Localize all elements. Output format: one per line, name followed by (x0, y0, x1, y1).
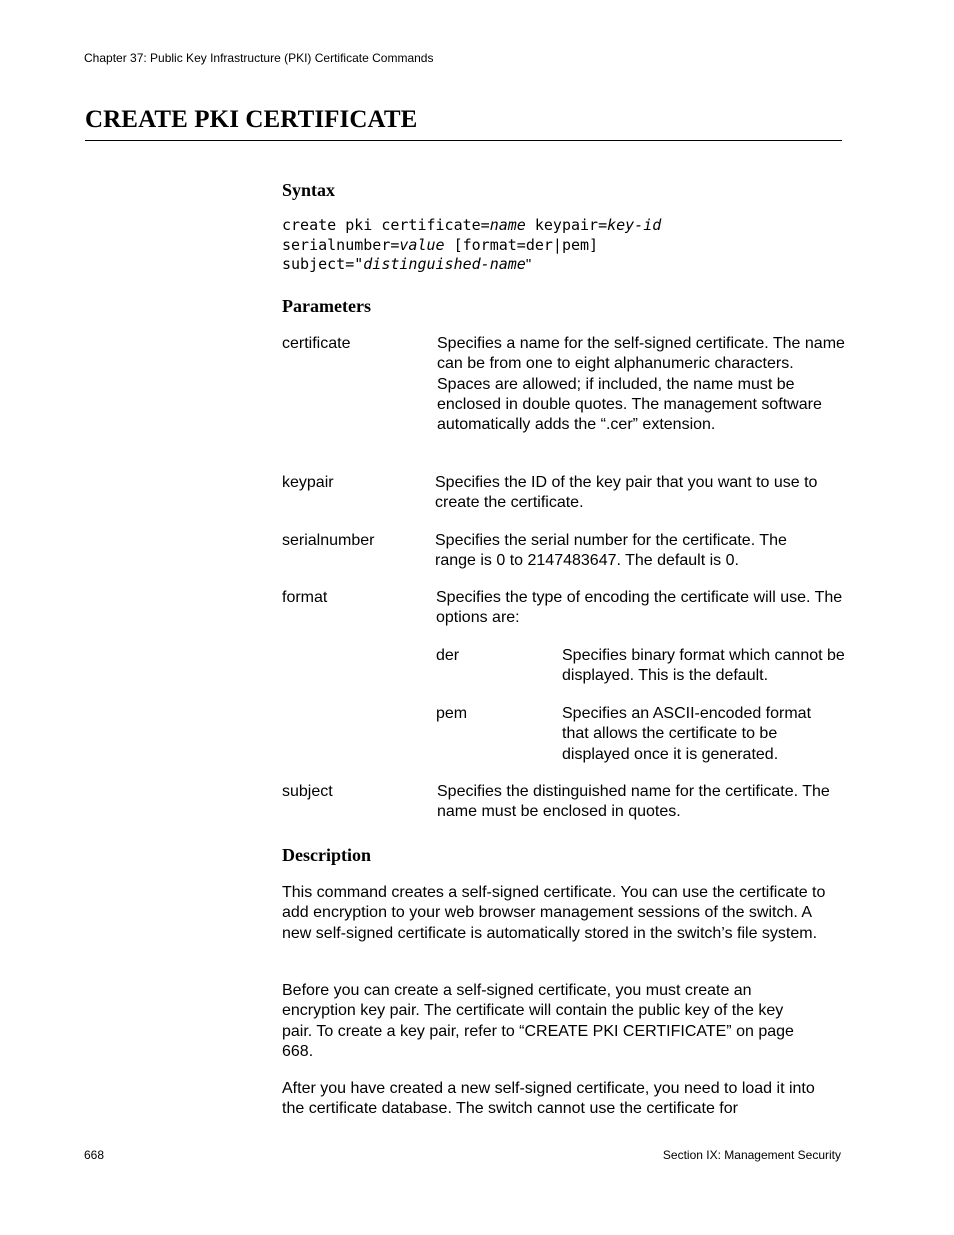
option-desc-der: Specifies binary format which cannot be displayed. This is the default. (562, 647, 845, 685)
syntax-line-1: create pki certificate=name keypair=key-id (282, 216, 662, 234)
option-desc-pem: Specifies an ASCII-encoded format that allows the certificate to be displayed once it is generated. (562, 705, 812, 763)
param-desc-format: Specifies the type of encoding the certificate will use. The options are: (436, 589, 843, 627)
param-name-certificate: certificate (282, 335, 351, 352)
page-number: 668 (84, 1148, 105, 1162)
description-paragraph-2: Before you can create a self-signed certificate, you must create an encryption key pair. The certificate will contain the public key of the key pair. To create a key pair, refer to “CREATE PKI CERTIFICATE” on page 668. (282, 982, 794, 1060)
syntax-line-2: serialnumber=value [format=der|pem] (282, 235, 599, 254)
param-desc-subject: Specifies the distinguished name for the certificate. The name must be enclosed in quotes. (437, 783, 830, 821)
param-name-subject: subject (282, 783, 333, 800)
syntax-line-3: subject="distinguished-name" (282, 255, 532, 273)
option-name-der: der (436, 647, 460, 664)
param-desc-certificate: Specifies a name for the self-signed certificate. The name can be from one to eight alphanumeric characters. Spaces are allowed; if included, the name must be enclosed in double quotes. The management software automatically adds the “.cer” extension. (437, 335, 845, 434)
param-name-format: format (282, 589, 328, 606)
param-name-keypair: keypair (282, 474, 334, 491)
option-name-pem: pem (436, 705, 468, 722)
description-heading: Description (282, 845, 371, 865)
syntax-heading: Syntax (282, 180, 336, 200)
parameters-heading: Parameters (282, 296, 371, 316)
param-name-serialnumber: serialnumber (282, 532, 375, 549)
description-paragraph-1: This command creates a self-signed certificate. You can use the certificate to add encryption to your web browser management sessions of the switch. A new self-signed certificate is automatically stored in the switch’s file system. (282, 884, 826, 942)
running-footer-section: Section IX: Management Security (662, 1148, 841, 1162)
title-rule (85, 140, 842, 141)
description-paragraph-3: After you have created a new self-signed certificate, you need to load it into the certificate database. The switch cannot use the certificate for (282, 1080, 815, 1118)
page-title: CREATE PKI CERTIFICATE (85, 106, 418, 133)
syntax-block (282, 216, 661, 275)
param-desc-serialnumber: Specifies the serial number for the certificate. The range is 0 to 2147483647. The default is 0. (435, 532, 787, 570)
running-header: Chapter 37: Public Key Infrastructure (PKI) Certificate Commands (84, 51, 434, 65)
param-desc-keypair: Specifies the ID of the key pair that you want to use to create the certificate. (435, 474, 818, 512)
